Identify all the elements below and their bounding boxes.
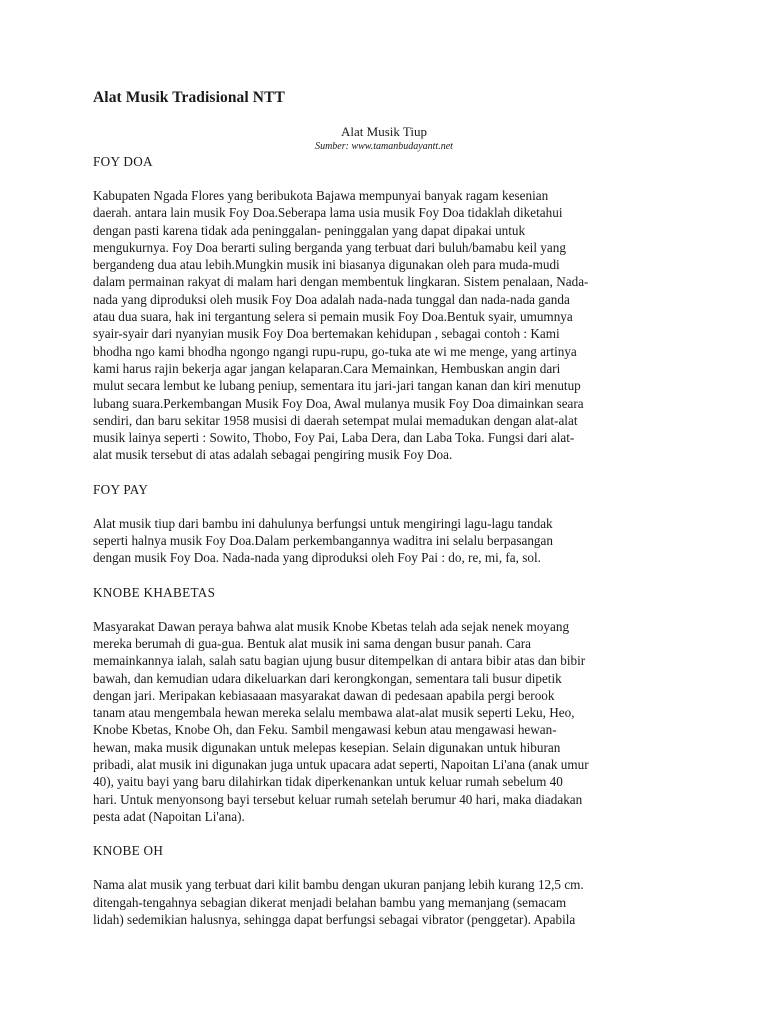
section-foy-doa	[93, 153, 685, 481]
section-heading: FOY PAY	[93, 481, 149, 497]
section-foy-pay	[93, 481, 685, 584]
document-title: Alat Musik Tradisional NTT	[93, 89, 285, 106]
section-knobe-khabetas	[93, 584, 685, 843]
document-body	[93, 153, 685, 928]
section-paragraph: Kabupaten Ngada Flores yang beribukota Bajawa mempunyai banyak ragam kesenian daerah. antara lain musik Foy Doa.Seberapa lama usia musik Foy Doa tidaklah diketahui dengan pasti karena tidak ada peninggalan- peninggalan yang dapat dipakai untuk mengukurnya. Foy Doa berarti suling berganda yang terbuat dari buluh/bamabu keil yang bergandeng dua atau lebih.Mungkin musik ini biasanya digunakan oleh para muda-mudi dalam permainan rakyat di malam hari dengan membentuk lingkaran. Sistem penalaan, Nada- nada yang diproduksi oleh musik Foy Doa adalah nada-nada tunggal dan nada-nada ganda atau dua suara, hak ini tergantung selera si pemain musik Foy Doa.Bentuk syair, umumnya syair-syair dari nyanyian musik Foy Doa bertemakan kehidupan , sebagai contoh : Kami bhodha ngo kami bhodha ngongo ngangi rupu-rupu, go-tuka ate wi me menge, yang artinya kami harus rajin bekerja agar jangan kelaparan.Cara Memainkan, Hembuskan angin dari mulut secara lembut ke lubang peniup, sementara itu jari-jari tangan kanan dan kiri menutup lubang suara.Perkembangan Musik Foy Doa, Awal mulanya musik Foy Doa dimainkan seara sendiri, dan baru sekitar 1958 musisi di daerah setempat mulai memadukan dengan alat-alat musik lainya seperti : Sowito, Thobo, Foy Pai, Laba Dera, dan Laba Toka. Fungsi dari alat- alat musik tersebut di atas adalah sebagai pengiring musik Foy Doa.	[93, 188, 589, 463]
section-heading: FOY DOA	[93, 154, 153, 169]
section-paragraph: Alat musik tiup dari bambu ini dahulunya berfungsi untuk mengiringi lagu-lagu tandak seperti halnya musik Foy Doa.Dalam perkembangannya waditra ini selalu berpasangan dengan musik Foy Doa. Nada-nada yang diproduksi oleh Foy Pai : do, re, mi, fa, sol.	[93, 515, 553, 566]
section-paragraph: Nama alat musik yang terbuat dari kilit bambu dengan ukuran panjang lebih kurang 12,5 cm. ditengah-tengahnya sebagian dikerat menjadi belahan bambu yang memanjang (semacam lidah) sedemikian halusnya, sehingga dapat berfungsi sebagai vibrator (penggetar). Apabila	[93, 877, 584, 927]
source-line: Sumber: www.tamanbudayantt.net	[315, 141, 453, 152]
document-subheading: Alat Musik Tiup	[341, 124, 427, 139]
section-heading: KNOBE OH	[93, 843, 164, 859]
section-paragraph: Masyarakat Dawan peraya bahwa alat musik Knobe Kbetas telah ada sejak nenek moyang mereka berumah di gua-gua. Bentuk alat musik ini sama dengan busur panah. Cara memainkannya ialah, salah satu bagian ujung busur ditempelkan di antara bibir atas dan bibir bawah, dan kemudian udara dikeluarkan dari kerongkongan, sementara tali busur dipetik dengan jari. Meripakan kebiasaaan masyarakat dawan di pedesaan apabila pergi berook tanam atau mengembala hewan mereka selalu membawa alat-alat musik seperti Leku, Heo, Knobe Kbetas, Knobe Oh, dan Feku. Sambil mengawasi kebun atau mengawasi hewan- hewan, maka musik digunakan untuk melepas kesepian. Selain digunakan untuk hiburan pribadi, alat musik ini digunakan juga untuk upacara adat seperti, Napoitan Li'ana (anak umur 40), yaitu bayi yang baru dilahirkan tidak diperkenankan untuk keluar rumah sebelum 40 hari. Untuk menyonsong bayi tersebut keluar rumah setelah berumur 40 hari, maka diadakan pesta adat (Napoitan Li'ana).	[93, 618, 589, 824]
section-knobe-oh	[93, 842, 685, 928]
section-heading: KNOBE KHABETAS	[93, 584, 216, 600]
